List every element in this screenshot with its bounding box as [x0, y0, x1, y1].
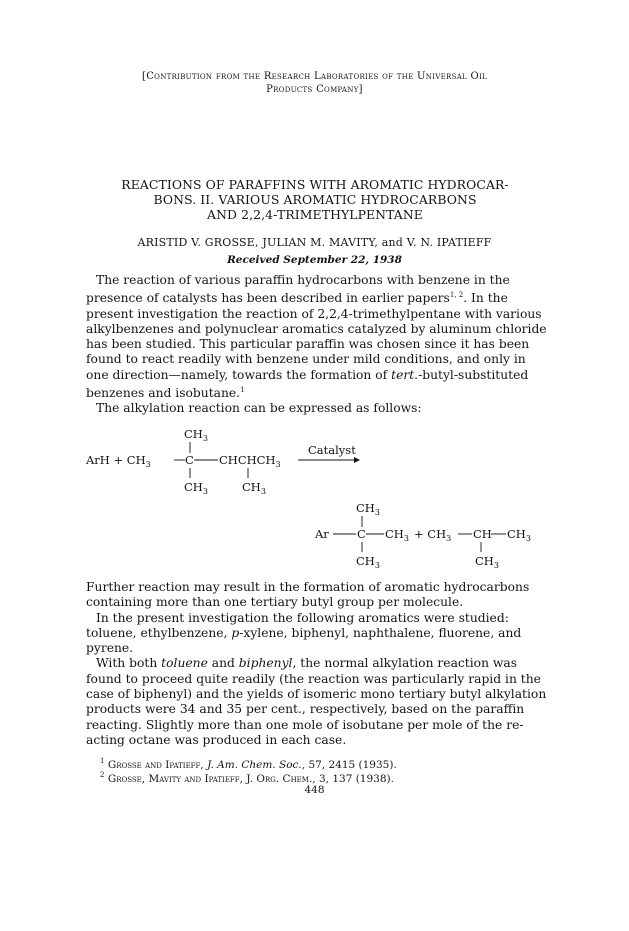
eq-isobutane-ch3-right: $CH_3$ [507, 527, 531, 543]
results-paragraph [86, 580, 546, 748]
body-line: found to react readily with benzene under mild conditions, and only in [86, 352, 526, 367]
footnote-2: $^2$ Grosse, Mavity and Ipatieff, J. Org. Chem., 3, 137 (1938). [100, 771, 394, 785]
body-line: products were 34 and 35 per cent., respectively, based on the paraffin [86, 702, 525, 717]
body-line: present investigation the reaction of 2,2,4-trimethylpentane with various [86, 306, 542, 321]
body-line: presence of catalysts has been described in earlier papers$^{1, 2}$. In the [86, 291, 508, 306]
page-number: 448 [304, 784, 325, 796]
eq-product-ar: Ar [315, 527, 329, 541]
eq-ch3-bottom-right: $CH_3$ [242, 480, 266, 496]
eq-product-ch3-bottom: $CH_3$ [356, 554, 380, 570]
body-line: In the present investigation the following aromatics were studied: [96, 610, 509, 625]
citation-ref: 1, 2 [449, 291, 464, 300]
received-date: Received September 22, 1938 [227, 254, 402, 266]
eq-product-c: C [357, 527, 366, 541]
title-line-1: REACTIONS OF PARAFFINS WITH AROMATIC HYDROCAR- [121, 177, 509, 192]
body-line: toluene, ethylbenzene, p-xylene, biphenyl, naphthalene, fluorene, and [86, 625, 522, 640]
eq-ch3-top: $CH_3$ [184, 427, 208, 443]
eq-reactant: ArH + $CH_3$ [86, 453, 151, 469]
intro-paragraph [86, 273, 546, 417]
body-line: alkylbenzenes and polynuclear aromatics catalyzed by aluminum chloride [86, 321, 547, 336]
citation-ref: 1 [240, 386, 245, 395]
eq-quaternary-c: C [185, 453, 194, 467]
alkylation-equation [86, 420, 546, 580]
body-line: pyrene. [86, 641, 134, 656]
contribution-header [60, 70, 569, 96]
body-line: Further reaction may result in the formation of aromatic hydrocarbons [86, 580, 530, 594]
body-line: found to proceed quite readily (the reaction was particularly rapid in the [86, 671, 541, 686]
body-line: reacting. Slightly more than one mole of isobutane per mole of the re- [86, 717, 524, 732]
footnote-1: $^1$ Grosse and Ipatieff, J. Am. Chem. Soc., 57, 2415 (1935). [100, 757, 397, 771]
body-line: acting octane was produced in each case. [86, 732, 347, 747]
title-line-2: BONS. II. VARIOUS AROMATIC HYDROCARBONS [153, 192, 477, 207]
body-line: benzenes and isobutane.$^1$ [86, 386, 245, 401]
body-line: case of biphenyl) and the yields of isomeric mono tertiary butyl alkylation [86, 687, 547, 702]
contribution-line-1: [Contribution from the Research Laboratories of the Universal Oil [142, 71, 487, 82]
body-line: The reaction of various paraffin hydrocarbons with benzene in the [96, 273, 510, 287]
eq-product-ch3-right: $CH_3$ [385, 527, 409, 543]
body-line: With both toluene and biphenyl, the normal alkylation reaction was [96, 656, 518, 671]
body-line: The alkylation reaction can be expressed as follows: [96, 401, 422, 416]
author-list: ARISTID V. GROSSE, JULIAN M. MAVITY, and V. N. IPATIEFF [137, 236, 492, 249]
body-line: one direction—namely, towards the formation of tert.-butyl-substituted [86, 367, 529, 382]
eq-isobutane-ch3-bottom: $CH_3$ [475, 554, 499, 570]
eq-product-ch3-top: $CH_3$ [356, 501, 380, 517]
eq-isobutane-plus: + $CH_3$ [414, 527, 452, 543]
body-line: containing more than one tertiary butyl group per molecule. [86, 595, 464, 610]
body-line: has been studied. This particular paraffin was chosen since it has been [86, 337, 530, 352]
contribution-line-2: Products Company] [266, 84, 363, 95]
title-line-3: AND 2,2,4-TRIMETHYLPENTANE [207, 207, 423, 222]
catalyst-label: Catalyst [308, 443, 356, 457]
eq-ch3-bottom-left: $CH_3$ [184, 480, 208, 496]
eq-chain: $CHCHCH_3$ [219, 453, 281, 469]
eq-isobutane-ch: CH [473, 527, 492, 541]
article-title [80, 177, 550, 222]
